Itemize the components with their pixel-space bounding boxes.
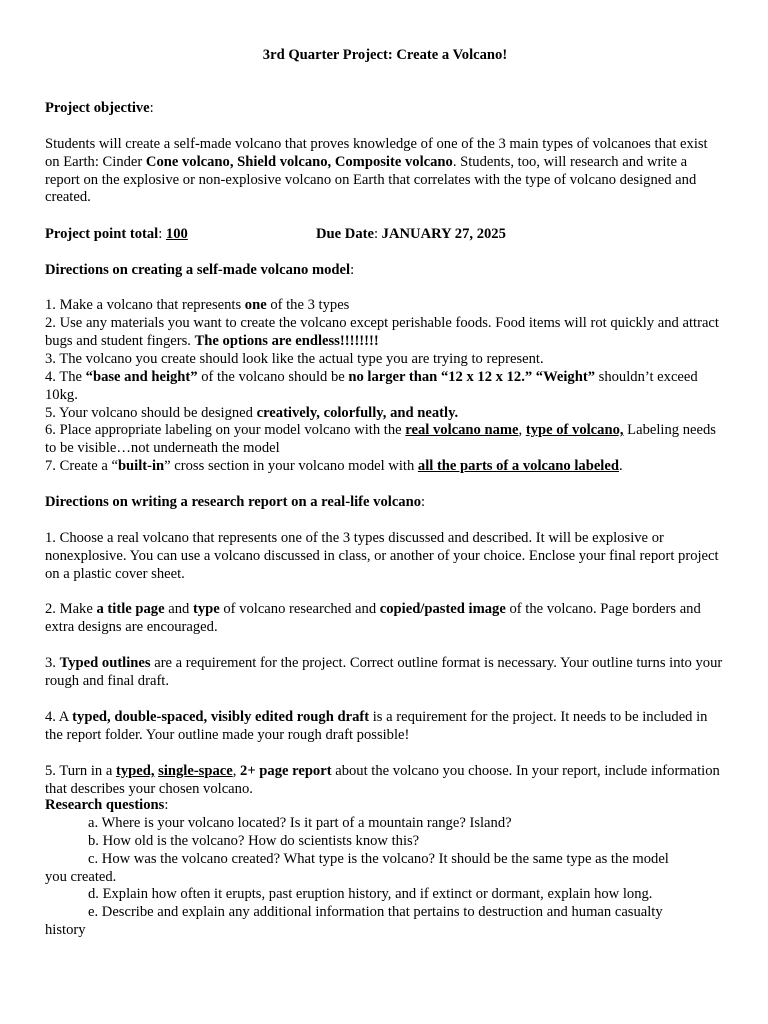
research-question-c-cont: you created. [45,869,117,885]
report-item-3: 3. Typed outlines are a requirement for the project. Correct outline format is necessary. Your outline turns into your rough and final draft. [45,655,723,689]
model-item-6: 6. Place appropriate labeling on your model volcano with the real volcano name, type of volcano, Labeling needs to be visible…not underneath the model [45,422,716,456]
model-item-4: 4. The “base and height” of the volcano should be no larger than “12 x 12 x 12.” “Weight” shouldn’t exceed 10kg. [45,369,698,403]
model-directions-heading: Directions on creating a self-made volcano model: [45,262,355,278]
research-question-e: e. Describe and explain any additional information that pertains to destruction and human casualty [88,904,663,920]
due-date: Due Date: JANUARY 27, 2025 [316,226,506,242]
report-directions-heading: Directions on writing a research report on a real-life volcano: [45,494,426,510]
research-question-e-cont: history [45,922,86,938]
research-question-a: a. Where is your volcano located? Is it part of a mountain range? Island? [88,815,512,831]
report-item-2: 2. Make a title page and type of volcano researched and copied/pasted image of the volcano. Page borders and extra designs are encouraged. [45,601,701,635]
report-item-1: 1. Choose a real volcano that represents one of the 3 types discussed and described. It will be explosive or nonexplosive. You can use a volcano discussed in class, or another of your choice. Enclose your final report project on a plastic cover sheet. [45,530,719,582]
point-total: Project point total: 100 [45,226,188,242]
objective-paragraph: Students will create a self-made volcano that proves knowledge of one of the 3 main types of volcanoes that exist on Earth: Cinder Cone volcano, Shield volcano, Composite volcano. Students, too, will research and write a report on the explosive or non-explosive volcano on Earth that correlates with the type of volcano designed and created. [45,136,708,206]
research-question-b: b. How old is the volcano? How do scientists know this? [88,833,420,849]
model-item-1: 1. Make a volcano that represents one of the 3 types [45,297,350,313]
report-item-4: 4. A typed, double-spaced, visibly edited rough draft is a requirement for the project. It needs to be included in the report folder. Your outline made your rough draft possible! [45,709,708,743]
report-item-5: 5. Turn in a typed, single-space, 2+ page report about the volcano you choose. In your report, include information that describes your chosen volcano. [45,763,720,797]
model-item-7: 7. Create a “built-in” cross section in your volcano model with all the parts of a volcano labeled. [45,458,623,474]
research-questions-heading: Research questions: [45,797,169,813]
model-item-2: 2. Use any materials you want to create the volcano except perishable foods. Food items will rot quickly and attract bugs and student fingers. The options are endless!!!!!!!! [45,315,719,349]
page-title: 3rd Quarter Project: Create a Volcano! [262,47,508,63]
research-question-d: d. Explain how often it erupts, past eruption history, and if extinct or dormant, explain how long. [88,886,653,902]
research-question-c: c. How was the volcano created? What type is the volcano? It should be the same type as the model [88,851,669,867]
objective-heading: Project objective: [45,100,154,116]
model-item-3: 3. The volcano you create should look like the actual type you are trying to represent. [45,351,544,367]
model-item-5: 5. Your volcano should be designed creatively, colorfully, and neatly. [45,405,459,421]
